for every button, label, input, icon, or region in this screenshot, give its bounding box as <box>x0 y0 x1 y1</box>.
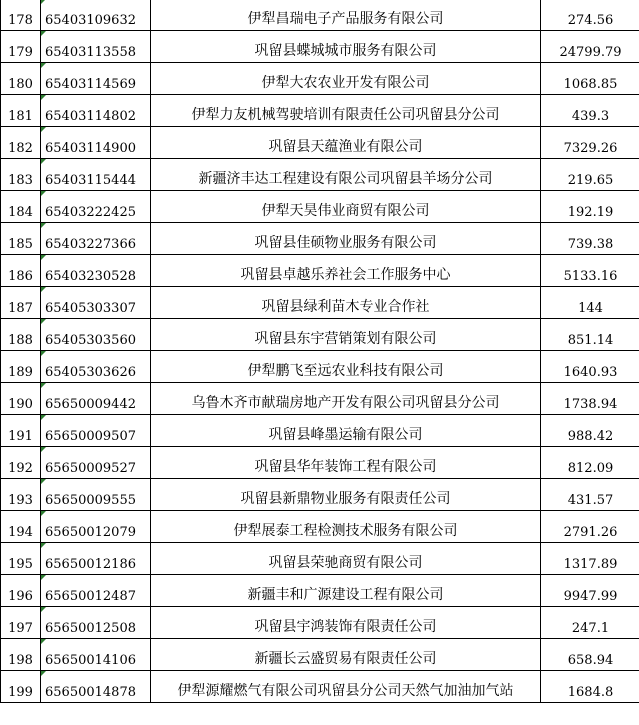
amount-cell: 1738.94 <box>541 383 639 415</box>
table-row <box>1 95 639 127</box>
amount-cell: 1068.85 <box>541 63 639 95</box>
row-number-cell: 198 <box>1 639 41 671</box>
taxpayer-code-cell: 65650009555 <box>41 479 151 511</box>
amount-cell: 739.38 <box>541 223 639 255</box>
amount-cell: 274.56 <box>541 0 639 31</box>
amount-cell: 658.94 <box>541 639 639 671</box>
taxpayer-code-cell: 65650012079 <box>41 511 151 543</box>
table-row <box>1 415 639 447</box>
table-row <box>1 191 639 223</box>
company-name-cell: 巩留县峰墨运输有限公司 <box>151 415 541 447</box>
table-row <box>1 159 639 191</box>
company-name-cell: 巩留县荣驰商贸有限公司 <box>151 543 541 575</box>
row-number-cell: 183 <box>1 159 41 191</box>
taxpayer-code-cell: 65403109632 <box>41 0 151 31</box>
company-name-cell: 巩留县蝶城城市服务有限公司 <box>151 31 541 63</box>
taxpayer-code-cell: 65405303626 <box>41 351 151 383</box>
company-name-cell: 巩留县华年装饰工程有限公司 <box>151 447 541 479</box>
taxpayer-code-cell: 65650012508 <box>41 607 151 639</box>
table-row <box>1 671 639 703</box>
company-name-cell: 伊犁鹏飞至远农业科技有限公司 <box>151 351 541 383</box>
taxpayer-code-cell: 65650009507 <box>41 415 151 447</box>
taxpayer-code-cell: 65403227366 <box>41 223 151 255</box>
amount-cell: 1317.89 <box>541 543 639 575</box>
row-number-cell: 181 <box>1 95 41 127</box>
taxpayer-code-cell: 65403114900 <box>41 127 151 159</box>
company-name-cell: 伊犁源耀燃气有限公司巩留县分公司天然气加油加气站 <box>151 671 541 703</box>
taxpayer-code-cell: 65650009527 <box>41 447 151 479</box>
table-body <box>1 0 639 703</box>
row-number-cell: 182 <box>1 127 41 159</box>
table-row <box>1 479 639 511</box>
amount-cell: 219.65 <box>541 159 639 191</box>
taxpayer-code-cell: 65403230528 <box>41 255 151 287</box>
taxpayer-code-cell: 65650009442 <box>41 383 151 415</box>
amount-cell: 812.09 <box>541 447 639 479</box>
amount-cell: 24799.79 <box>541 31 639 63</box>
taxpayer-code-cell: 65405303307 <box>41 287 151 319</box>
table-row <box>1 511 639 543</box>
row-number-cell: 192 <box>1 447 41 479</box>
row-number-cell: 187 <box>1 287 41 319</box>
taxpayer-code-cell: 65650012487 <box>41 575 151 607</box>
taxpayer-code-cell: 65403113558 <box>41 31 151 63</box>
amount-cell: 247.1 <box>541 607 639 639</box>
row-number-cell: 195 <box>1 543 41 575</box>
table-row <box>1 223 639 255</box>
row-number-cell: 193 <box>1 479 41 511</box>
row-number-cell: 197 <box>1 607 41 639</box>
table-row <box>1 319 639 351</box>
company-name-cell: 巩留县宇鸿装饰有限责任公司 <box>151 607 541 639</box>
amount-cell: 988.42 <box>541 415 639 447</box>
row-number-cell: 179 <box>1 31 41 63</box>
company-name-cell: 伊犁大农农业开发有限公司 <box>151 63 541 95</box>
company-name-cell: 巩留县天蕴渔业有限公司 <box>151 127 541 159</box>
taxpayer-code-cell: 65650014878 <box>41 671 151 703</box>
company-name-cell: 伊犁昌瑞电子产品服务有限公司 <box>151 0 541 31</box>
table-row <box>1 63 639 95</box>
amount-cell: 1684.8 <box>541 671 639 703</box>
table-row <box>1 0 639 31</box>
company-name-cell: 乌鲁木齐市献瑞房地产开发有限公司巩留县分公司 <box>151 383 541 415</box>
taxpayer-code-cell: 65403114569 <box>41 63 151 95</box>
company-name-cell: 伊犁展泰工程检测技术服务有限公司 <box>151 511 541 543</box>
row-number-cell: 186 <box>1 255 41 287</box>
amount-cell: 851.14 <box>541 319 639 351</box>
table-row <box>1 255 639 287</box>
amount-cell: 1640.93 <box>541 351 639 383</box>
taxpayer-code-cell: 65650014106 <box>41 639 151 671</box>
row-number-cell: 199 <box>1 671 41 703</box>
company-name-cell: 巩留县卓越乐养社会工作服务中心 <box>151 255 541 287</box>
row-number-cell: 194 <box>1 511 41 543</box>
row-number-cell: 190 <box>1 383 41 415</box>
table-row <box>1 127 639 159</box>
row-number-cell: 191 <box>1 415 41 447</box>
company-name-cell: 巩留县新鼎物业服务有限责任公司 <box>151 479 541 511</box>
table-row <box>1 383 639 415</box>
row-number-cell: 189 <box>1 351 41 383</box>
taxpayer-code-cell: 65403114802 <box>41 95 151 127</box>
amount-cell: 431.57 <box>541 479 639 511</box>
row-number-cell: 178 <box>1 0 41 31</box>
amount-cell: 439.3 <box>541 95 639 127</box>
company-name-cell: 巩留县绿利苗木专业合作社 <box>151 287 541 319</box>
company-name-cell: 巩留县东宇营销策划有限公司 <box>151 319 541 351</box>
row-number-cell: 184 <box>1 191 41 223</box>
taxpayer-code-cell: 65403115444 <box>41 159 151 191</box>
table-row <box>1 287 639 319</box>
row-number-cell: 188 <box>1 319 41 351</box>
company-name-cell: 伊犁力友机械驾驶培训有限责任公司巩留县分公司 <box>151 95 541 127</box>
amount-cell: 2791.26 <box>541 511 639 543</box>
row-number-cell: 180 <box>1 63 41 95</box>
company-name-cell: 新疆长云盛贸易有限责任公司 <box>151 639 541 671</box>
amount-cell: 144 <box>541 287 639 319</box>
taxpayer-code-cell: 65650012186 <box>41 543 151 575</box>
table-row <box>1 543 639 575</box>
row-number-cell: 185 <box>1 223 41 255</box>
taxpayer-code-cell: 65405303560 <box>41 319 151 351</box>
table-row <box>1 575 639 607</box>
company-name-cell: 新疆丰和广源建设工程有限公司 <box>151 575 541 607</box>
company-name-cell: 巩留县佳硕物业服务有限公司 <box>151 223 541 255</box>
table-row <box>1 607 639 639</box>
amount-cell: 5133.16 <box>541 255 639 287</box>
row-number-cell: 196 <box>1 575 41 607</box>
taxpayer-code-cell: 65403222425 <box>41 191 151 223</box>
table-row <box>1 351 639 383</box>
table-row <box>1 447 639 479</box>
table-row <box>1 31 639 63</box>
amount-cell: 7329.26 <box>541 127 639 159</box>
amount-cell: 192.19 <box>541 191 639 223</box>
amount-cell: 9947.99 <box>541 575 639 607</box>
table-row <box>1 639 639 671</box>
company-name-cell: 新疆济丰达工程建设有限公司巩留县羊场分公司 <box>151 159 541 191</box>
company-name-cell: 伊犁天昊伟业商贸有限公司 <box>151 191 541 223</box>
